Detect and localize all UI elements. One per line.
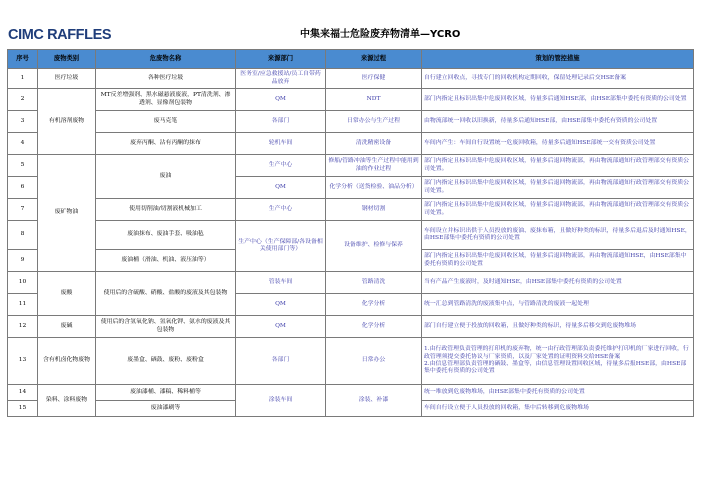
source-process: 化学分析 <box>326 316 422 338</box>
control-measure: 当有产品产生废液时，及时通知HSE，由HSE部集中委托有资质的公司处置 <box>422 272 694 294</box>
source-process: 医疗保健 <box>326 69 422 89</box>
control-measure: 部门内指定且标识出集中危废回收区域，待量多后通知HSE部，由HSE部集中委托有资质的公司处置 <box>422 89 694 111</box>
table-row <box>8 272 694 294</box>
source-process: 设备维护、检修与保养 <box>326 221 422 272</box>
row-number: 15 <box>8 401 38 417</box>
row-number: 11 <box>8 294 38 316</box>
table-row <box>8 155 694 177</box>
source-dept: 生产中心 <box>236 199 326 221</box>
waste-name: 废油桶（滑油、机油、液压油等） <box>96 250 236 272</box>
waste-category: 废矿物油 <box>38 155 96 272</box>
source-dept: QM <box>236 177 326 199</box>
waste-name: MT反差增强剂、黑水磁悬液废液，PT清洗剂、渗透剂、显像剂包装物 <box>96 89 236 111</box>
source-process: 日常办公 <box>326 338 422 385</box>
waste-name: 废马克笔 <box>96 111 236 133</box>
control-measure: 车间设立并标识出供于人员投放的废油、废抹布箱，且做好种类的标识，待量多后退后及时通知HSE，由HSE部集中委托有资质的公司处置 <box>422 221 694 250</box>
header-control-measures: 策划的管控措施 <box>422 50 694 69</box>
source-dept: 生产中心（生产保障部/各设备相关使用部门等） <box>236 221 326 272</box>
control-measure: 部门自行建立便于投放的回收箱，且做好种类的标识，待量多后移交到危废物堆场 <box>422 316 694 338</box>
waste-category: 废酸 <box>38 272 96 316</box>
row-number: 10 <box>8 272 38 294</box>
control-measure: 由物流部统一回收以旧换新，待量多后通知HSE部，由HSE部集中委托有资质的公司处置 <box>422 111 694 133</box>
waste-name: 废墨盒、硒鼓、废粉、废粉盒 <box>96 338 236 385</box>
row-number: 13 <box>8 338 38 385</box>
control-measure: 统一堆放到危废物堆场，由HSE部集中委托有资质的公司处置 <box>422 385 694 401</box>
waste-name: 使用后的含氢氧化钠、氢氧化钾、氨水的废液及其包装物 <box>96 316 236 338</box>
table-row <box>8 111 694 133</box>
company-logo: CIMC RAFFLES <box>8 27 112 43</box>
row-number: 14 <box>8 385 38 401</box>
control-measure: 部门内指定且标识出集中危废回收区域，待量多后退回物流部，再由物流部通知行政管理部交有资质公司处置。 <box>422 199 694 221</box>
source-dept: 各部门 <box>236 338 326 385</box>
source-dept: 生产中心 <box>236 155 326 177</box>
control-measure: 车间自行设立便于人员投放的回收箱，集中后转移到危废物堆场 <box>422 401 694 417</box>
row-number: 3 <box>8 111 38 133</box>
waste-name: 使用后的含硫酸、硝酸、盐酸的废液及其包装物 <box>96 272 236 316</box>
control-measure: 自行建立回收点，寻找专门的回收机构定期回收，保留处理记录后交HSE备案 <box>422 69 694 89</box>
source-dept: QM <box>236 316 326 338</box>
table-header-row <box>8 50 694 69</box>
source-process: 化学分析 <box>326 294 422 316</box>
table-row <box>8 338 694 385</box>
source-process: 日常办公与生产过程 <box>326 111 422 133</box>
header-number: 序号 <box>8 50 38 69</box>
source-dept: 医务室/应急救援站/员工自带药品放弃 <box>236 69 326 89</box>
waste-name: 废油漆刷等 <box>96 401 236 417</box>
header-category: 废物类别 <box>38 50 96 69</box>
row-number: 5 <box>8 155 38 177</box>
header-waste-name: 危废物名称 <box>96 50 236 69</box>
source-process: 钢材切割 <box>326 199 422 221</box>
source-dept: QM <box>236 89 326 111</box>
control-measure: 部门内指定且标识出集中危废回收区域，待量多后退回物流部，再由物流部通知HSE，由HSE部集中委托有资质的公司处置 <box>422 250 694 272</box>
hazardous-waste-table <box>7 49 694 417</box>
source-dept: 各部门 <box>236 111 326 133</box>
source-dept: 管装车间 <box>236 272 326 294</box>
source-dept: QM <box>236 294 326 316</box>
waste-name: 废油 <box>96 155 236 199</box>
control-measure: 1.由行政管理负责管理的打印机的废弃物，统一由行政管理部负责委托维护打印机的厂家进行回收，行政管理须提交委托协议与厂家资质，以及厂家处置的证明资料交给HSE备案 2.由信息管理部负责管理的硒鼓、墨盒等，由信息管理设置回收区域，待量多后报HSE部，由HSE部集中委托有资质的公司处置 <box>422 338 694 385</box>
source-process: 涂装、补漆 <box>326 385 422 417</box>
control-measure: 部门内指定且标识出集中危废回收区域，待量多后退回物流部，再由物流部通知行政管理部交有资质公司处置。 <box>422 155 694 177</box>
page-title: 中集来福士危险废弃物清单—YCRO <box>300 29 461 40</box>
table-row <box>8 385 694 401</box>
source-process: 修船/管路冲油等生产过程中能用到油的作业过程 <box>326 155 422 177</box>
waste-name: 废弃丙酮、沾有丙酮的抹布 <box>96 133 236 155</box>
control-measure: 统一汇总到管路清洗的废液集中点，与管路清洗的废液一起处理 <box>422 294 694 316</box>
waste-category: 有机溶剂废物 <box>38 89 96 155</box>
source-dept: 轮机车间 <box>236 133 326 155</box>
table-row <box>8 89 694 111</box>
table-row <box>8 133 694 155</box>
row-number: 8 <box>8 221 38 250</box>
waste-name: 废油漆桶、漆稿、稀料桶等 <box>96 385 236 401</box>
source-process: 清洗精密设备 <box>326 133 422 155</box>
row-number: 12 <box>8 316 38 338</box>
waste-name: 废油抹布、废油手套、吸油毡 <box>96 221 236 250</box>
row-number: 7 <box>8 199 38 221</box>
source-process: 化学分析（送货检验、油品分析） <box>326 177 422 199</box>
waste-name: 各种医疗垃圾 <box>96 69 236 89</box>
row-number: 9 <box>8 250 38 272</box>
header-source-process: 来源过程 <box>326 50 422 69</box>
table-row <box>8 221 694 250</box>
control-measure: 车间内产生：车间自行设置统一危废回收箱，待量多后通知HSE部统一交有资质公司处置 <box>422 133 694 155</box>
table-row <box>8 316 694 338</box>
row-number: 2 <box>8 89 38 111</box>
row-number: 6 <box>8 177 38 199</box>
waste-category: 医疗垃圾 <box>38 69 96 89</box>
waste-name: 使用切削油/切割液机械加工 <box>96 199 236 221</box>
waste-category: 染料、涂料废物 <box>38 385 96 417</box>
row-number: 1 <box>8 69 38 89</box>
source-process: NDT <box>326 89 422 111</box>
row-number: 4 <box>8 133 38 155</box>
header-source-dept: 来源部门 <box>236 50 326 69</box>
source-process: 管路清洗 <box>326 272 422 294</box>
control-measure: 部门内指定且标识出集中危废回收区域，待量多后退回物流部，再由物流部通知行政管理部交有资质公司处置。 <box>422 177 694 199</box>
waste-category: 废碱 <box>38 316 96 338</box>
waste-category: 含有机卤化物废物 <box>38 338 96 385</box>
table-row <box>8 199 694 221</box>
table-row <box>8 69 694 89</box>
source-dept: 涂装车间 <box>236 385 326 417</box>
